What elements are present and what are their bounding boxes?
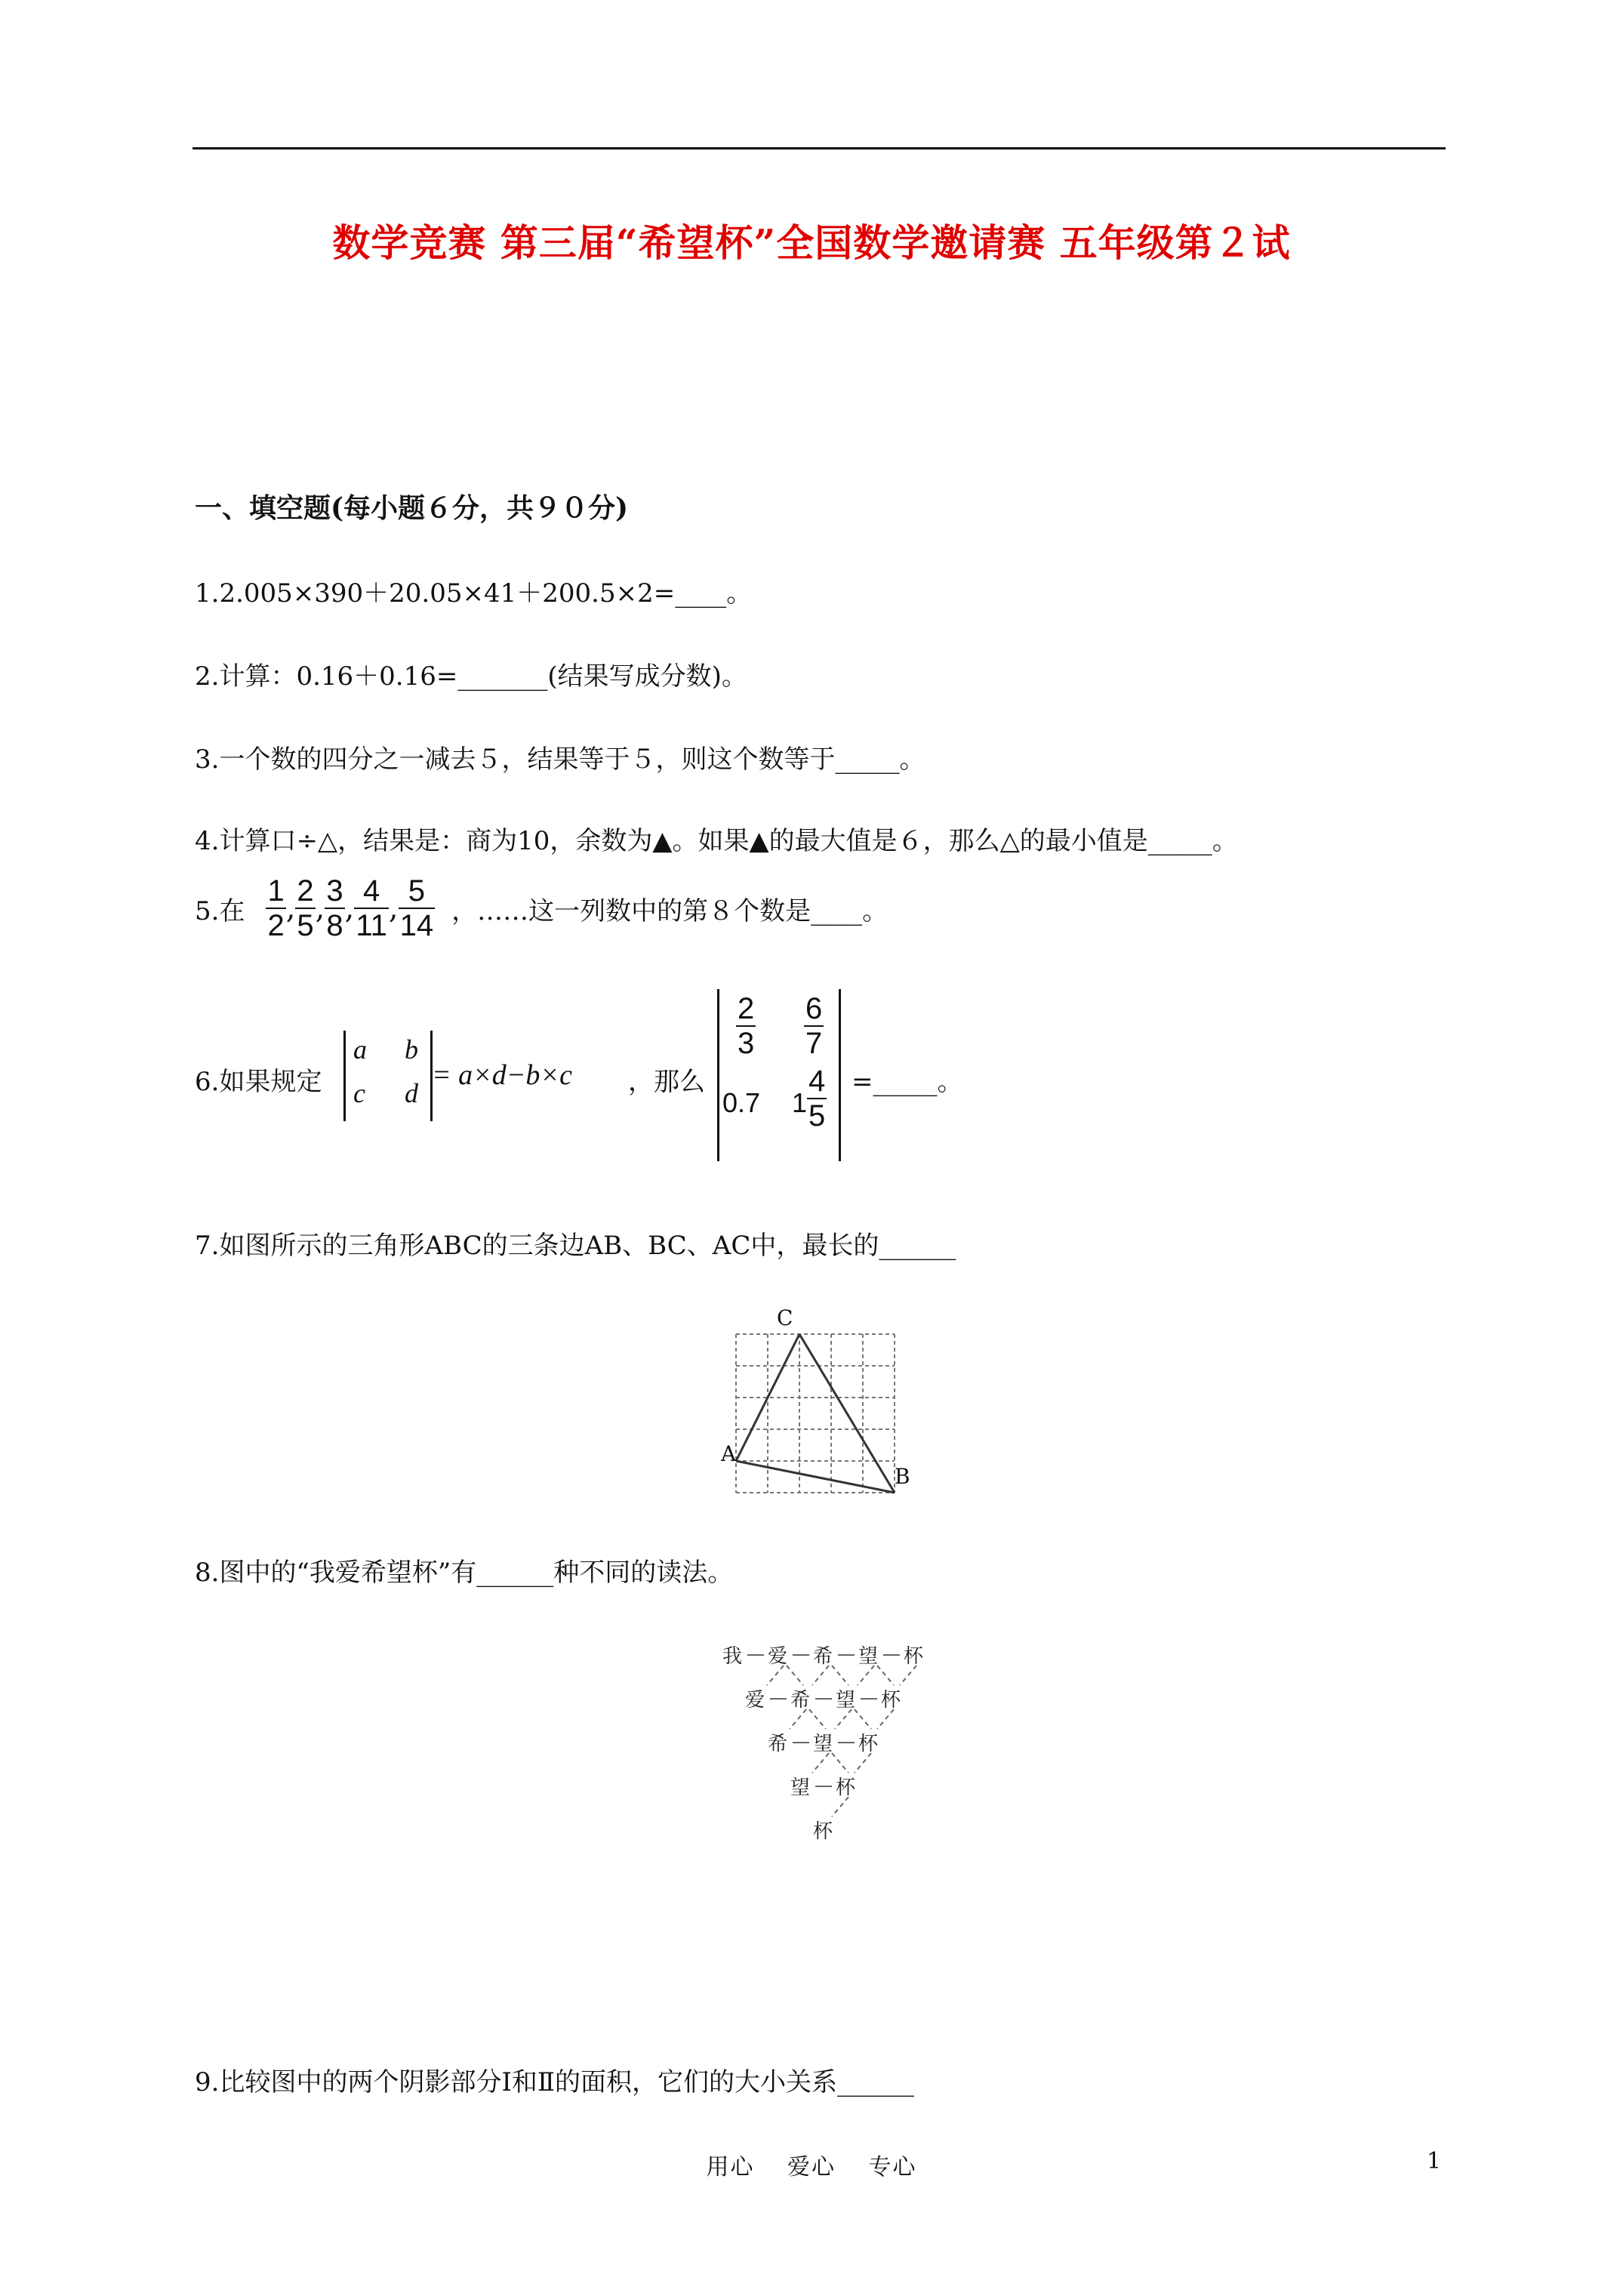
triangle-abc	[736, 1334, 895, 1493]
matrix-entry-1: $\frac{2}{3}$	[738, 992, 755, 1060]
q6-determinant-definition	[343, 1031, 433, 1121]
q5-fraction-4: $\frac{4}{11}$	[356, 874, 387, 942]
q6-suffix: =_____。	[852, 1067, 963, 1097]
det-b: b	[405, 1034, 418, 1065]
reading-char: 杯	[880, 1689, 901, 1712]
reading-char: 希	[767, 1733, 788, 1755]
connectors	[744, 1655, 900, 1786]
reading-char: 爱	[744, 1689, 765, 1712]
q5-prefix: 5.在	[195, 895, 245, 926]
reading-triangle-figure	[702, 1631, 951, 1842]
q5-fraction-3: $\frac{3}{8}$	[326, 874, 343, 942]
q5-fraction-5: $\frac{5}{14}$	[399, 874, 434, 942]
q6-determinant-matrix	[717, 989, 841, 1161]
q5-suffix: ，……这一列数中的第８个数是____。	[451, 895, 888, 926]
reading-char: 望	[790, 1777, 811, 1799]
matrix-entry-3: 0.7	[722, 1087, 761, 1118]
reading-char: 我	[722, 1645, 743, 1668]
matrix-entry-2: $\frac{6}{7}$	[805, 992, 823, 1060]
q6-mid: ，那么	[628, 1067, 705, 1097]
reading-char: 杯	[835, 1777, 856, 1799]
reading-char: 爱	[767, 1645, 788, 1668]
q6-prefix: 6.如果规定	[195, 1067, 322, 1097]
det-d: d	[405, 1078, 418, 1108]
triangle-figure	[721, 1302, 917, 1499]
reading-char: 杯	[903, 1645, 924, 1668]
q5-fraction-1: $\frac{1}{2}$	[267, 874, 285, 942]
page-number: 1	[1427, 2148, 1442, 2174]
header-rule	[192, 147, 1446, 149]
question-5: 5.在 $\frac{1}{2}$ , $\frac{2}{5}$ , $\frac{3}{8}$ , $\frac{4}{11}$ , $\frac{5}{14}$ ，……这一列数中的第８个数是____。	[195, 874, 888, 942]
matrix-entry-4-fraction: $\frac{4}{5}$	[808, 1065, 826, 1133]
det-a: a	[353, 1034, 367, 1065]
reading-chars	[722, 1645, 924, 1842]
question-8: 8.图中的“我爱希望杯”有______种不同的读法。	[195, 1558, 734, 1588]
question-3: 3.一个数的四分之一减去５，结果等于５，则这个数等于_____。	[195, 744, 925, 775]
section-heading: 一、填空题(每小题６分，共９０分)	[195, 492, 629, 524]
vertex-a-label: A	[721, 1441, 737, 1466]
reading-char: 望	[812, 1733, 833, 1755]
question-7: 7.如图所示的三角形ABC的三条边AB、BC、AC中，最长的______	[195, 1231, 956, 1261]
det-c: c	[353, 1078, 365, 1108]
reading-char: 望	[858, 1645, 879, 1668]
matrix-entry-4-whole: 1	[792, 1087, 808, 1118]
page-footer: 用心 爱心 专心	[706, 2154, 917, 2180]
question-2: 2.计算：0.16＋0.16=_______(结果写成分数)。	[195, 661, 747, 692]
reading-char: 杯	[812, 1820, 833, 1842]
vertex-b-label: B	[895, 1464, 910, 1489]
q5-fraction-2: $\frac{2}{5}$	[297, 874, 314, 942]
vertex-c-label: C	[777, 1305, 793, 1330]
reading-char: 杯	[858, 1733, 879, 1755]
question-4: 4.计算口÷△，结果是：商为10，余数为▲。如果▲的最大值是６，那么△的最小值是_____。	[195, 826, 1238, 856]
reading-char: 希	[790, 1689, 811, 1712]
question-9: 9.比较图中的两个阴影部分Ⅰ和Ⅱ的面积，它们的大小关系______	[195, 2067, 914, 2097]
question-1: 1.2.005×390＋20.05×41＋200.5×2=____。	[195, 578, 753, 609]
reading-char: 望	[835, 1689, 856, 1712]
q6-rule: = a×d−b×c	[432, 1059, 572, 1091]
reading-char: 希	[812, 1645, 833, 1668]
page-title: 数学竞赛 第三届“希望杯”全国数学邀请赛 五年级第２试	[332, 220, 1291, 265]
